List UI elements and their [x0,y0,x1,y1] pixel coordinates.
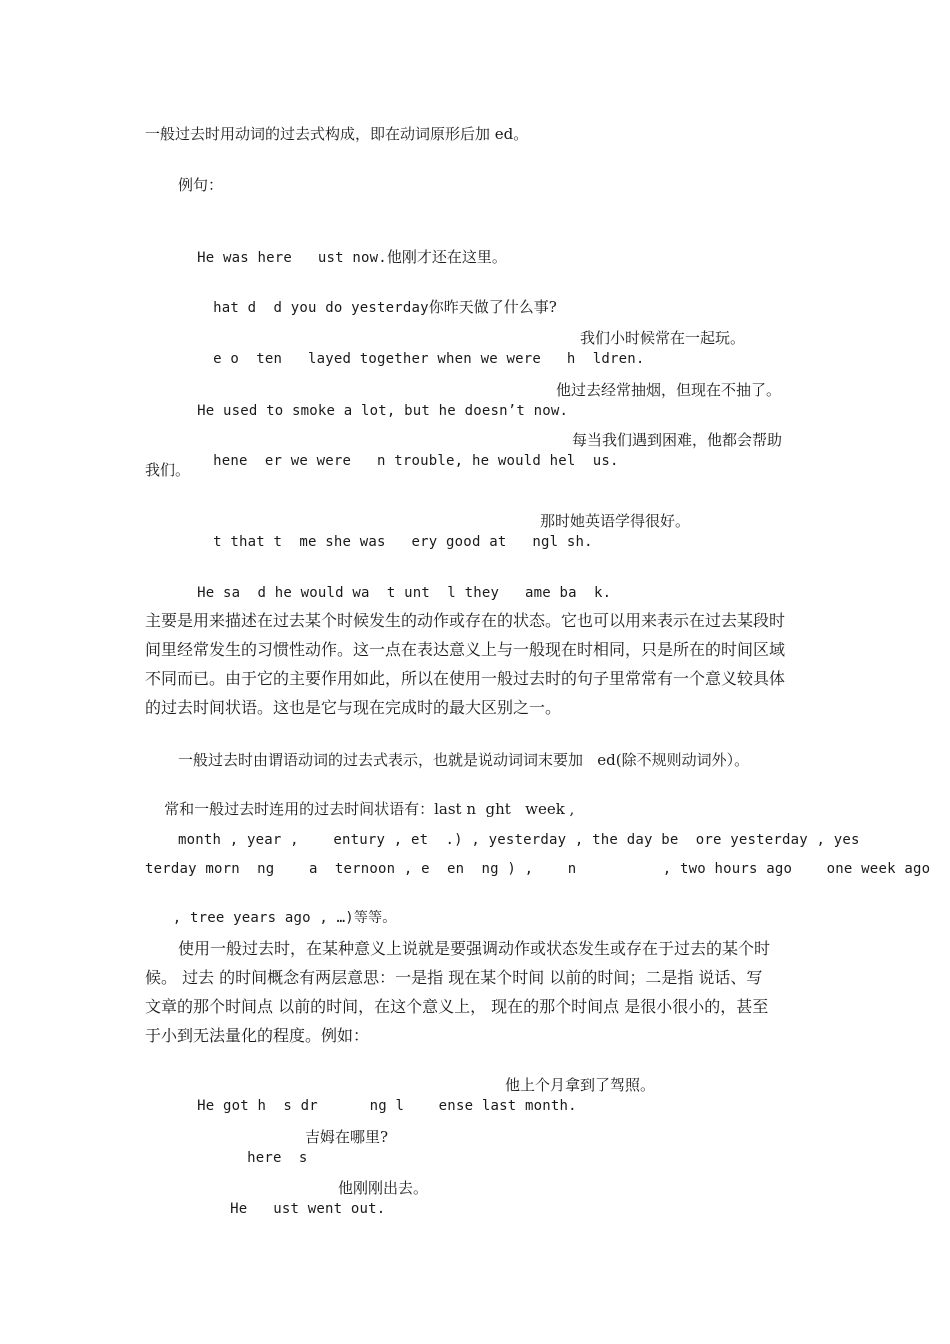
example-label: 例句： [178,176,224,194]
example-5-zh-cont: 我们。 [145,461,191,479]
example-8-zh: 他上个月拿到了驾照。 [505,1076,656,1094]
example-2-en: hat d d you do yesterday [213,300,429,316]
example-7-en: He sa d he would wa t unt l they ame ba k. [197,585,612,601]
example-2-zh: 你昨天做了什么事? [428,298,557,316]
example-5-en: hene er we were n trouble, he would hel us. [213,453,619,469]
example-10-zh: 他刚刚出去。 [338,1179,429,1197]
example-4-en: He used to smoke a lot, but he doesn’t now. [197,403,569,419]
example-5-zh: 每当我们遇到困难，他都会帮助 [572,431,783,449]
paragraph-3-line-3-text: , tree years ago , …)等等。 [164,910,397,926]
example-6-en: t that t me she was ery good at ngl sh. [213,534,593,550]
example-9-zh: 吉姆在哪里? [305,1128,389,1146]
paragraph-1 [145,606,815,722]
paragraph-1-line: 间里经常发生的习惯性动作。这一点在表达意义上与一般现在时相同，只是所在的时间区域 [145,640,786,659]
example-9-en: here s [247,1150,325,1166]
example-1-zh: 他刚才还在这里。 [386,248,507,266]
paragraph-4-line: 于小到无法量化的程度。例如： [145,1026,370,1045]
example-8-en: He got h s dr ng l ense last month. [197,1098,577,1114]
paragraph-4-line: 候。 过去 的时间概念有两层意思：一是指 现在某个时间 以前的时间；二是指 说话、写 [145,968,763,987]
example-5 [194,430,619,491]
example-3-en: e o ten layed together when we were h ldren. [213,351,645,367]
example-10-en: He ust went out. [230,1201,386,1217]
example-1-en: He was here ust now. [197,250,387,266]
paragraph-2-line-2-text: 常和一般过去时连用的过去时间状语有：last n ght week , [164,800,575,818]
example-6-zh: 那时她英语学得很好。 [540,512,691,530]
example-4-zh: 他过去经常抽烟，但现在不抽了。 [556,381,782,399]
intro-line: 一般过去时用动词的过去式构成，即在动词原形后加 ed。 [145,125,529,143]
paragraph-1-line: 主要是用来描述在过去某个时候发生的动作或存在的状态。它也可以用来表示在过去某段时 [145,611,786,630]
paragraph-1-line: 不同而已。由于它的主要作用如此，所以在使用一般过去时的句子里常常有一个意义较具体 [145,669,786,688]
paragraph-1-line: 的过去时间状语。这也是它与现在完成时的最大区别之一。 [145,698,562,717]
paragraph-2-line-1: 一般过去时由谓语动词的过去式表示，也就是说动词词末要加 ed(除不规则动词外）。 [178,751,750,769]
paragraph-3-line-2: terday morn ng a ternoon , e en ng ) , n , two hours ago one week ago [145,861,931,877]
paragraph-4-line: 文章的那个时间点 以前的时间，在这个意义上， 现在的那个时间点 是很小很小的，甚至 [145,997,769,1016]
paragraph-3-line-1: month , year , entury , et .) , yesterday , the day be ore yesterday , yes [178,832,860,848]
paragraph-4 [145,934,815,1050]
example-3-zh: 我们小时候常在一起玩。 [580,329,746,347]
paragraph-4-line: 使用一般过去时，在某种意义上说就是要强调动作或状态发生或存在于过去的某个时 [178,939,771,958]
